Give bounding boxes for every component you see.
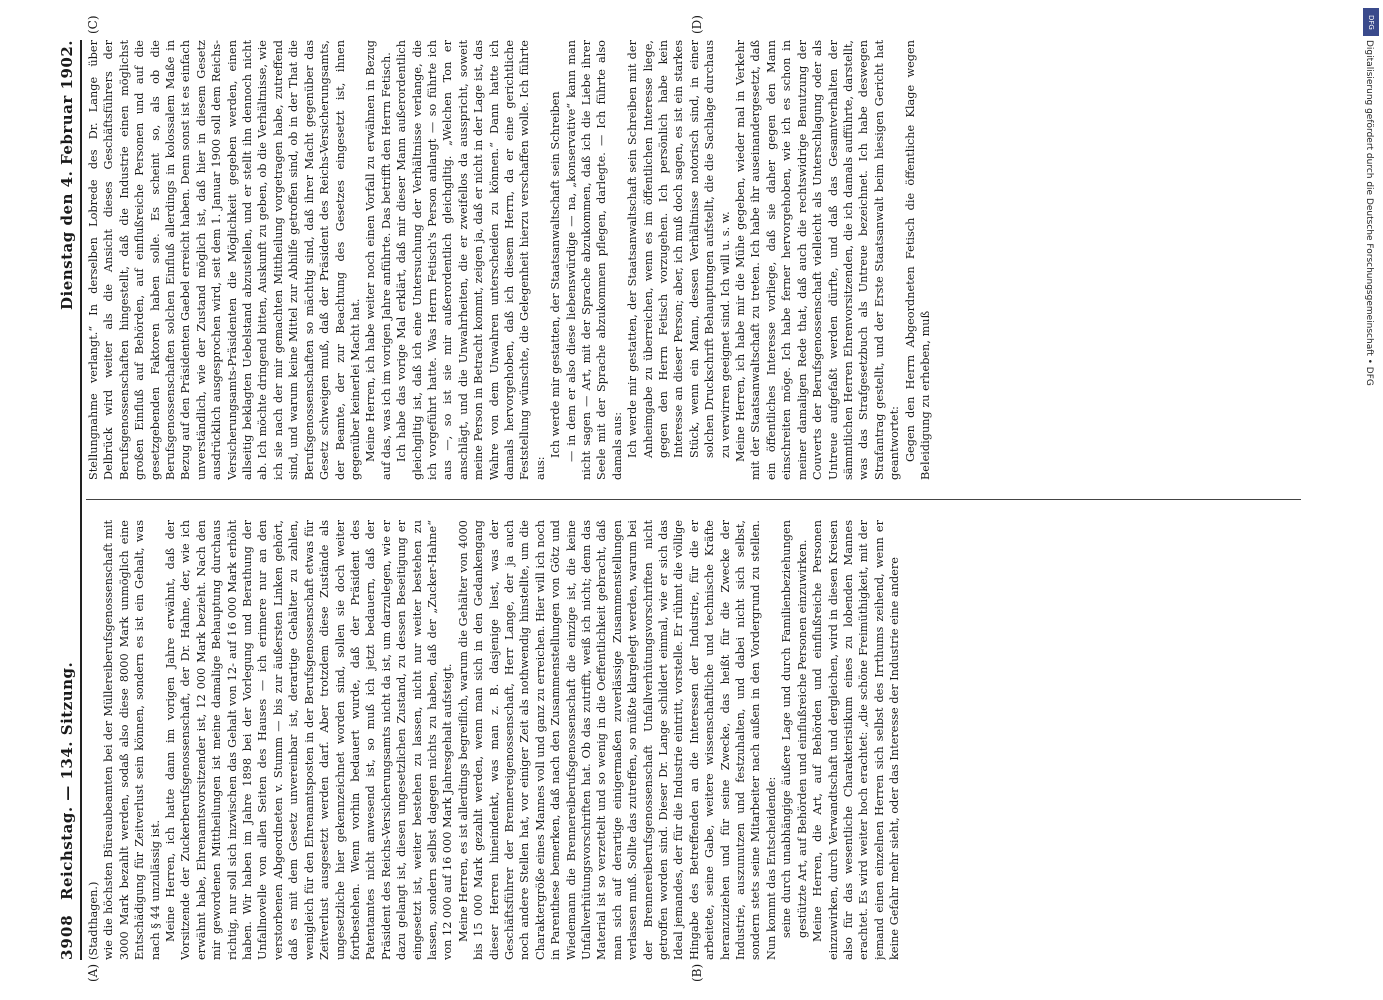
margin-mark-d: (D) [690,15,704,34]
margin-mark-c: (C) [86,15,100,34]
paragraph: wie die höchsten Büreaubeamten bei der Müllereiberufsgenossenschaft mit 3000 Mark bezahlt werden, sodaß also diese 8000 Mark unmöglich eine Entschädigung für Zeitverlust sein können, sondern es ist ein Gehalt, was nach § 44 unzulässig ist. [102,520,162,960]
page-number: 3908 [58,914,76,960]
header-rule [80,40,82,960]
paragraph: Meine Herren, ich habe mir die Mühe gegeben, wieder mal in Verkehr mit der Staatsanwaltschaft zu treten. Ich habe ihr auseinandergesetzt, daß ein öffentliches Interesse vorliege, daß sie daher gegen den Mann einschreiten möge. Ich habe ferner hervorgehoben, wie ich es schon in meiner damaligen Rede that, daß auch die rechtswidrige Benutzung der Couverts der Berufsgenossenschaft vielleicht als Unterschlagung oder als Untreue aufgefaßt werden dürfte, und daß das Gesamtverhalten der sämmtlichen Herren Ehrenvorsitzenden, die ich damals aufführte, darstellt, was das Strafgesetzbuch als Untreue bezeichnet. Ich habe deswegen Strafantrag gestellt, und der Erste Staatsanwalt beim hiesigen Gericht hat geantwortet: [734,40,902,480]
paragraph: Meine Herren, die Art, auf Behörden und einflußreiche Personen einzuwirken, durch Verwandtschaft und dergleichen, wird in diesen Kreisen also für das wesentliche Charakteristikum eines zu lobenden Mannes erachtet. Es wird weiter hoch erachtet: „die schöne Freimüthigkeit, mit der jemand einen einzelnen Herren sich selbst des Irrthums zeihend, wenn er keine Gefahr mehr sieht, oder das Interesse der Industrie eine andere [811,520,902,960]
paragraph: — in dem er also diese liebenswürdige — na, „konservative“ kann man nicht sagen — Art, mit der Sprache abzukommen, daß ich die Liebe ihrer Seele mit der Sprache abzukommen pflegen, darlegte. — Ich führte also damals aus: [564,40,624,480]
paragraph: Stellungnahme verlangt.“ In derselben Lobrede des Dr. Lange über Delbrück wird weiter als die Ansicht dieses Geschäftsführers der Berufsgenossenschaften hingestellt, daß die Industrie einen möglichst großen Einfluß auf Behörden, auf einflußreiche Personen und auf die gesetzgebenden Faktoren haben solle. Es scheint so, als ob die Berufsgenossenschaften solchen Einfluß allerdings in kolossalem Maße in Bezug auf den Präsidenten Gaebel erreicht haben. Denn sonst ist es einfach unverständlich, wie der Zustand möglich ist, daß hier in diesem Gesetz ausdrücklich ausgesprochen wird, seit dem 1. Januar 1900 soll dem Reichs-Versicherungsamts-Präsidenten die Möglichkeit gegeben werden, einen allseitig beklagten Uebelstand abzustellen, und er stellt ihn dennoch nicht ab. Ich möchte dringend bitten, Auskunft zu geben, ob die Verhältnisse, wie ich sie nach der mir gemachten Mittheilung vorgetragen habe, zutreffend sind, und warum keine Mittel zur Abhilfe getroffen sind, ob in der That die Berufsgenossenschaften so mächtig sind, daß ihrer Macht gegenüber das Gesetz schweigen muß, daß der Präsident des Reichs-Versicherungsamts, der Beamte, der zur Beachtung des Gesetzes eingesetzt ist, ihnen gegenüber keinerlei Macht hat. [87,40,362,480]
left-column [86,520,1301,960]
column-divider [86,499,1301,500]
quote-paragraph: Ich werde mir gestatten, der Staatsanwaltschaft sein Schreiben [549,91,563,458]
paragraph: Ich habe das vorige Mal erklärt, daß mir dieser Mann außerordentlich gleichgiltig ist, daß ich eine Untersuchung der Verhältnisse verlange, die ich vorgeführt hatte. Was Herrn Fetisch's Person anlangt — so führte ich aus —, so ist sie mir außerordentlich gleichgiltig. „Welchen Ton er anschlägt, und die Unwahrheiten, die er zweifellos da ausspricht, soweit meine Person in Betracht kommt, zeigen ja, daß er nicht in der Lage ist, das Wahre von dem Unwahren unterscheiden zu können.“ Dann hatte ich damals hervorgehoben, daß ich diesem Herrn, da er eine gerichtliche Feststellung wünschte, die Gelegenheit hierzu verschaffen wolle. Ich führte aus: [395,40,547,480]
speaker-label: (Stadthagen.) [87,881,100,960]
page-header [56,40,78,960]
digitization-credit: Digitalisierung gefördert durch die Deutsche Forschungsgemeinschaft • DFG [1364,40,1374,386]
quote-paragraph: seine durch unabhängige äußere Lage und durch Familienbeziehungen gestützte Art, auf Behörden und einflußreiche Personen einzuwirken. [780,520,809,938]
margin-mark-b: (B) [690,963,704,982]
dfg-logo: DFG [1363,8,1379,36]
paragraph: Meine Herren, ich habe weiter noch einen Vorfall zu erwähnen in Bezug auf das, was ich im vorigen Jahre anführte. Das betrifft den Herrn Fetisch. [364,40,393,480]
paragraph: Gegen den Herrn Abgeordneten Fetisch die öffentliche Klage wegen Beleidigung zu erheben, muß [903,40,932,480]
paragraph: Meine Herren, es ist allerdings begreiflich, warum die Gehälter von 4000 bis 15 000 Mark gezahlt werden, wenn man sich in den Gedankengang dieser Herren hineindenkt, was man z. B. dasjenige liest, was der Geschäftsführer der Brennereigenossenschaft, Herr Lange, der ja auch noch andere Stellen hat, vor einiger Zeit als nothwendig hinstellte, um die Charaktergröße eines Mannes voll und ganz zu erreichen. Hier will ich noch in Parenthese bemerken, daß nach den Zusammenstellungen von Götz und Wiedemann die Brennereiberufsgenossenschaft die einzige ist, die keine Unfallverhütungsvorschriften hat. Ob das zutrifft, weiß ich nicht; denn das Material ist so verzettelt und so wenig in die Oeffentlichkeit gebracht, daß man sich auf derartige einigermaßen zuverlässige Zusammenstellungen verlassen muß. Sollte das zutreffen, so müßte klargelegt werden, warum bei der Brennereiberufsgenossenschaft Unfallverhütungsvorschriften nicht getroffen worden sind. Dieser Dr. Lange schildert einmal, wie er sich das Ideal jemandes, der für die Industrie eintritt, vorstelle. Er rühmt die völlige Hingabe des Betreffenden an die Interessen der Industrie, für die er arbeitete, seine Gabe, weitere wissenschaftliche und technische Kräfte heranzuziehen und für seine Zwecke, das heißt für die Zwecke der Industrie, auszunutzen und festzuhalten, und dabei nicht sich selbst, sondern stets seine Mitarbeiter nach außen in den Vordergrund zu stellen. Nun kommt das Entscheidende: [456,520,778,960]
quote-paragraph: Ich werde mir gestatten, der Staatsanwaltschaft sein Schreiben mit der Anheimgabe zu überreichen, wenn es im öffentlichen Interesse liege, gegen den Herrn Fetisch vorzugehen. Ich persönlich habe kein Interesse an dieser Person; aber, ich muß doch sagen, es ist ein starkes Stück, wenn ein Mann, dessen Verhältnisse notorisch sind, in einer solchen Druckschrift Behauptungen aufstellt, die die Sachlage durchaus zu verwirren geeignet sind. Ich will u. s. w. [626,40,732,458]
right-column [86,40,1301,480]
session-date: Dienstag den 4. Februar 1902. [58,40,76,310]
running-title: Reichstag. — 134. Sitzung. [58,661,76,900]
margin-mark-a: (A) [86,963,100,982]
paragraph: Meine Herren, ich hatte dann im vorigen Jahre erwähnt, daß der Vorsitzende der Zuckerberufsgenossenschaft, der Dr. Hahne, der, wie ich erwähnt habe, Ehrenamtsvorsitzender ist, 12 000 Mark bezieht. Nach den mir gewordenen Mittheilungen ist meine damalige Behauptung durchaus richtig, nur soll sich inzwischen das Gehalt von 12- auf 16 000 Mark erhöht haben. Wir haben im Jahre 1898 bei der Vorlegung und Berathung der Unfallnovelle von allen Seiten des Hauses — ich erinnere nur an den verstorbenen Abgeordneten v. Stumm — bis zur äußersten Linken gehört, daß es mit dem Gesetz unvereinbar ist, derartige Gehälter zu zahlen, wenigleich für den Ehrenamtsposten in der Berufsgenossenschaft etwas für Zeitverlust ausgesetzt werden darf. Aber trotzdem diese Zustände als ungesetzliche hier gekennzeichnet worden sind, sollen sie doch weiter fortbestehen. Wenn vorhin bedauert wurde, daß der Präsident des Patentamtes nicht anwesend ist, so muß ich jetzt bedauern, daß der Präsident des Reichs-Versicherungsamts nicht da ist, um darzulegen, wie er dazu gelangt ist, diesen ungesetzlichen Zustand, zu dessen Beseitigung er eingesetzt ist, weiter bestehen zu lassen, nicht nur weiter bestehen zu lassen, sondern selbst dagegen nichts zu haben, daß der „Zucker-Hahne“ von 12 000 auf 16 000 Mark Jahresgehalt aufsteigt. [164,520,455,960]
